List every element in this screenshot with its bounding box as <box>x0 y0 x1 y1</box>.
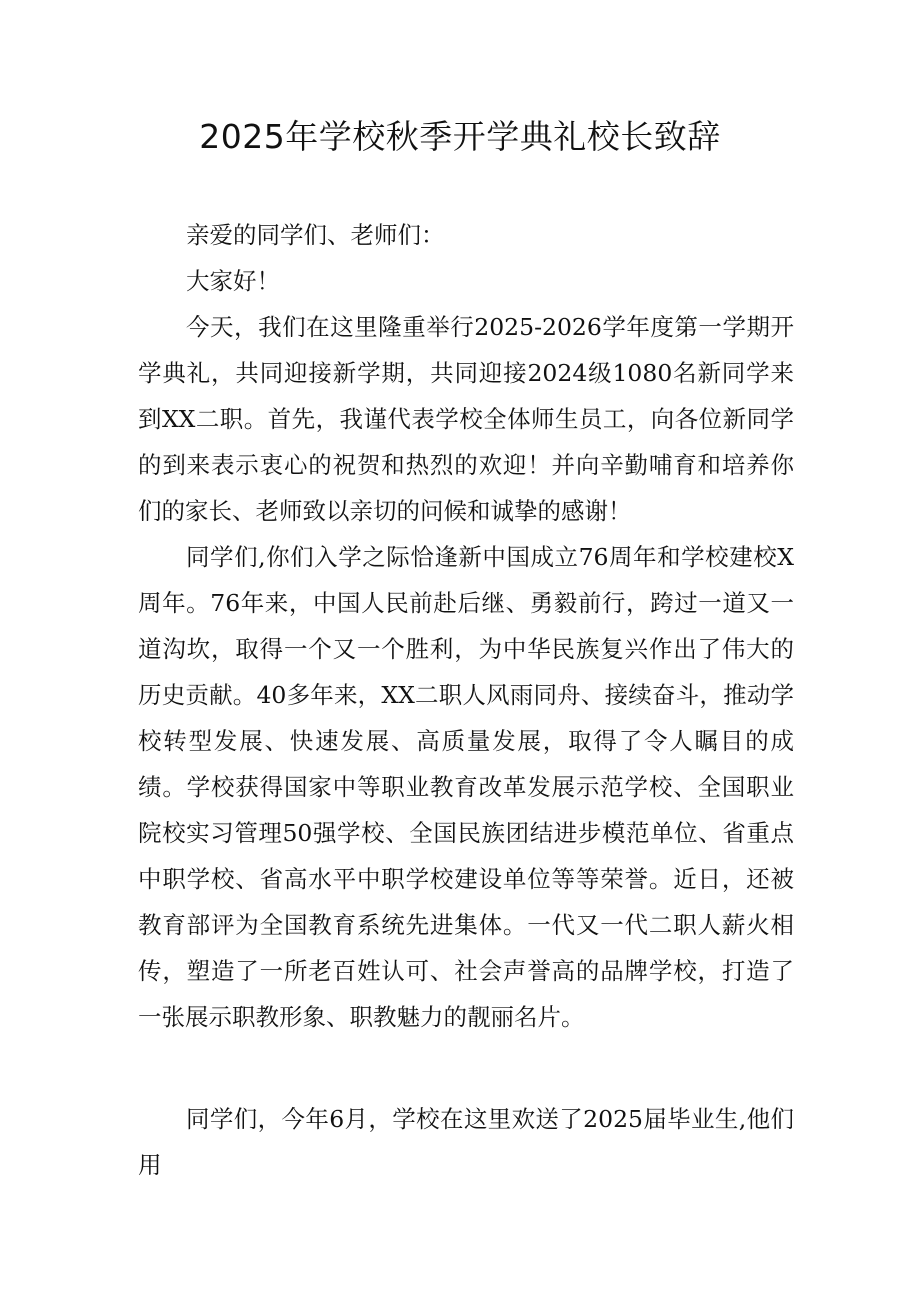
salutation: 亲爱的同学们、老师们： <box>186 221 445 249</box>
greeting: 大家好！ <box>186 267 280 295</box>
document-body <box>138 212 794 1040</box>
paragraph-graduates: 同学们，今年6月，学校在这里欢送了2025届毕业生,他们用 <box>138 1105 794 1179</box>
paragraph-opening: 今天，我们在这里隆重举行2025-2026学年度第一学期开学典礼，共同迎接新学期，共同迎接2024级1080名新同学来到XX二职。首先，我谨代表学校全体师生员工，向各位新同学的到来表示衷心的祝贺和热烈的欢迎！并向辛勤哺育和培养你们的家长、老师致以亲切的问候和诚挚的感谢！ <box>138 313 794 525</box>
document-title: 2025年学校秋季开学典礼校长致辞 <box>199 117 721 156</box>
paragraph-school-history: 同学们,你们入学之际恰逢新中国成立76周年和学校建校X周年。76年来，中国人民前赴后继、勇毅前行，跨过一道又一道沟坎，取得一个又一个胜利，为中华民族复兴作出了伟大的历史贡献。40多年来，XX二职人风雨同舟、接续奋斗，推动学校转型发展、快速发展、高质量发展，取得了令人瞩目的成绩。学校获得国家中等职业教育改革发展示范学校、全国职业院校实习管理50强学校、全国民族团结进步模范单位、省重点中职学校、省高水平中职学校建设单位等等荣誉。近日，还被教育部评为全国教育系统先进集体。一代又一代二职人薪火相传，塑造了一所老百姓认可、社会声誉高的品牌学校，打造了一张展示职教形象、职教魅力的靓丽名片。 <box>138 543 794 1031</box>
document-body-continued <box>138 1096 794 1188</box>
